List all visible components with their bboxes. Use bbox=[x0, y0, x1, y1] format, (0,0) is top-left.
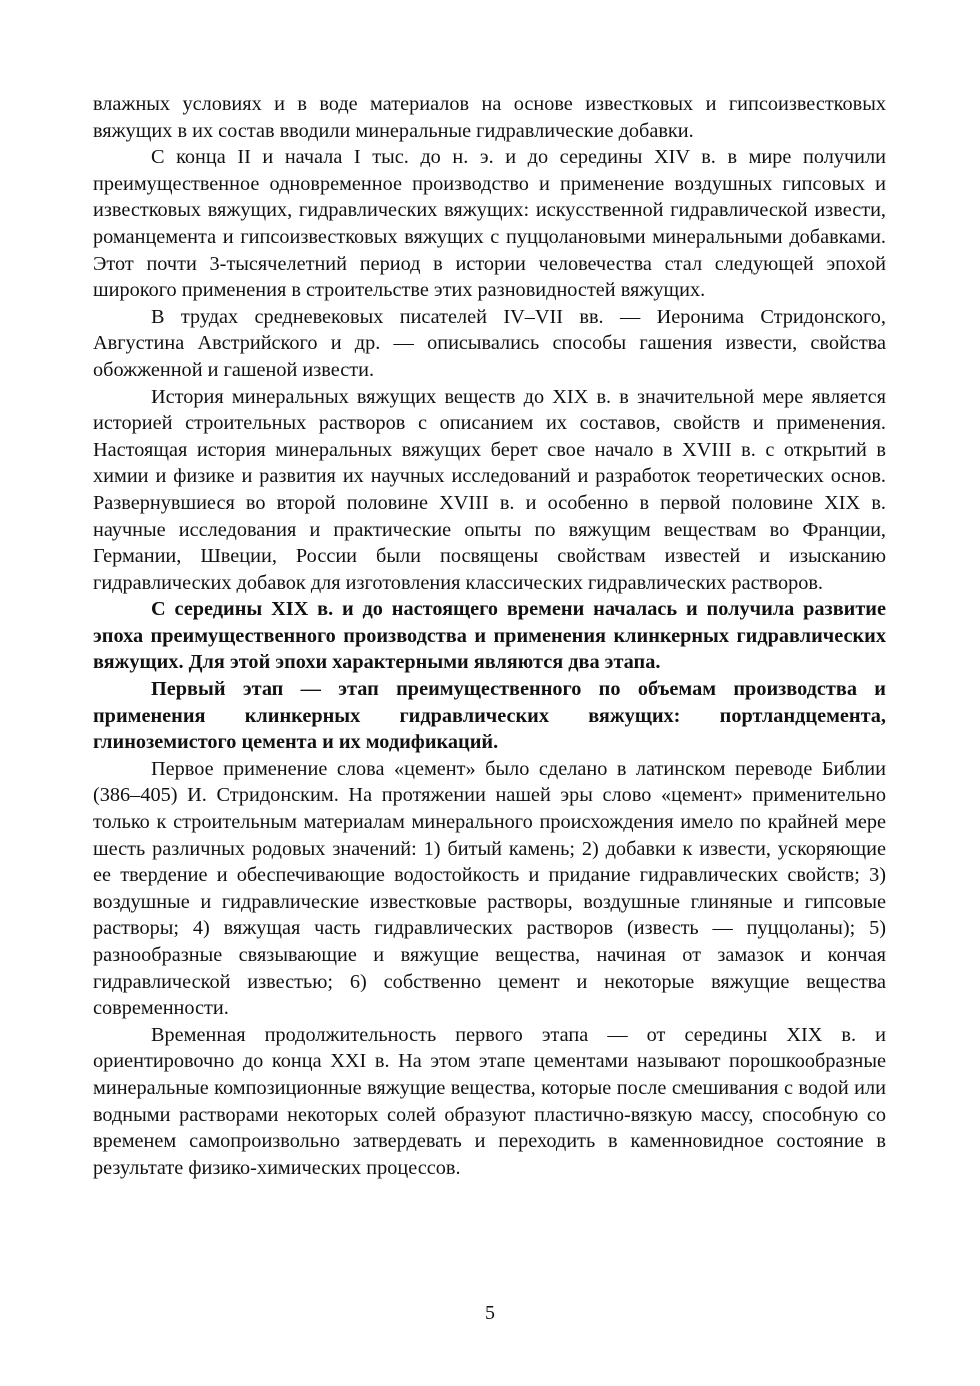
paragraph-ancient-period: С конца II и начала I тыс. до н. э. и до середины XIV в. в мире получили преимущественное одновременное производство и применение воздушных гипсовых и известковых вяжущих, гидравлических вяжущих: искусственной гидравлической извести, романцемента и гипсоизвестковых вяжущих с пуццолановыми минеральными добавками. Этот почти 3-тысячелетний период в истории человечества стал следующей эпохой широкого применения в строительстве этих разновидностей вяжущих. bbox=[93, 146, 886, 302]
document-page bbox=[93, 91, 886, 1181]
paragraph-cement-word: Первое применение слова «цемент» было сделано в латинском переводе Библии (386–405) И. Стридонским. На протяжении нашей эры слово «цемент» применительно только к строительным материалам минерального происхождения имело по крайней мере шесть различных родовых значений: 1) битый камень; 2) добавки к извести, ускоряющие ее твердение и обеспечивающие водостойкость и придание гидравлических свойств; 3) воздушные и гидравлические известковые растворы, воздушные глиняные и гипсовые растворы; 4) вяжущая часть гидравлических растворов (известь — пуццоланы); 5) разнообразные связывающие и вяжущие вещества, начиная от замазок и кончая гидравлической известью; 6) собственно цемент и некоторые вяжущие вещества современности. bbox=[93, 757, 886, 1020]
paragraph-medieval-writers: В трудах средневековых писателей IV–VII вв. — Иеронима Стридонского, Августина Австрийского и др. — описывались способы гашения извести, свойства обожженной и гашеной извести. bbox=[93, 305, 886, 381]
paragraph-history-xix: История минеральных вяжущих веществ до XIX в. в значительной мере является историей строительных растворов с описанием их составов, свойств и применения. Настоящая история минеральных вяжущих берет свое начало в XVIII в. с открытий в химии и физике и развития их научных исследований и разработок теоретических основ. Развернувшиеся во второй половине XVIII в. и особенно в первой половине XIX в. научные исследования и практические опыты по вяжущим веществам во Франции, Германии, Швеции, России были посвящены свойствам известей и изысканию гидравлических добавок для изготовления классических гидравлических растворов. bbox=[93, 385, 886, 594]
paragraph-first-stage: Первый этап — этап преимущественного по объемам производства и применения клинкерных гидравлических вяжущих: портландцемента, глиноземистого цемента и их модификаций. bbox=[93, 678, 886, 754]
paragraph-clinker-epoch: С середины XIX в. и до настоящего времени началась и получила развитие эпоха преимущественного производства и применения клинкерных гидравлических вяжущих. Для этой эпохи характерными являются два этапа. bbox=[93, 598, 886, 674]
paragraph-continuation: влажных условиях и в воде материалов на основе известковых и гипсоизвестковых вяжущих в их состав вводили минеральные гидравлические добавки. bbox=[93, 93, 886, 142]
paragraph-first-stage-duration: Временная продолжительность первого этапа — от середины XIX в. и ориентировочно до конца XXI в. На этом этапе цементами называют порошкообразные минеральные композиционные вяжущие вещества, которые после смешивания с водой или водными растворами некоторых солей образуют пластично-вязкую массу, способную со временем самопроизвольно затвердевать и переходить в каменновидное состояние в результате физико-химических процессов. bbox=[93, 1023, 886, 1179]
page-number: 5 bbox=[485, 1302, 495, 1324]
